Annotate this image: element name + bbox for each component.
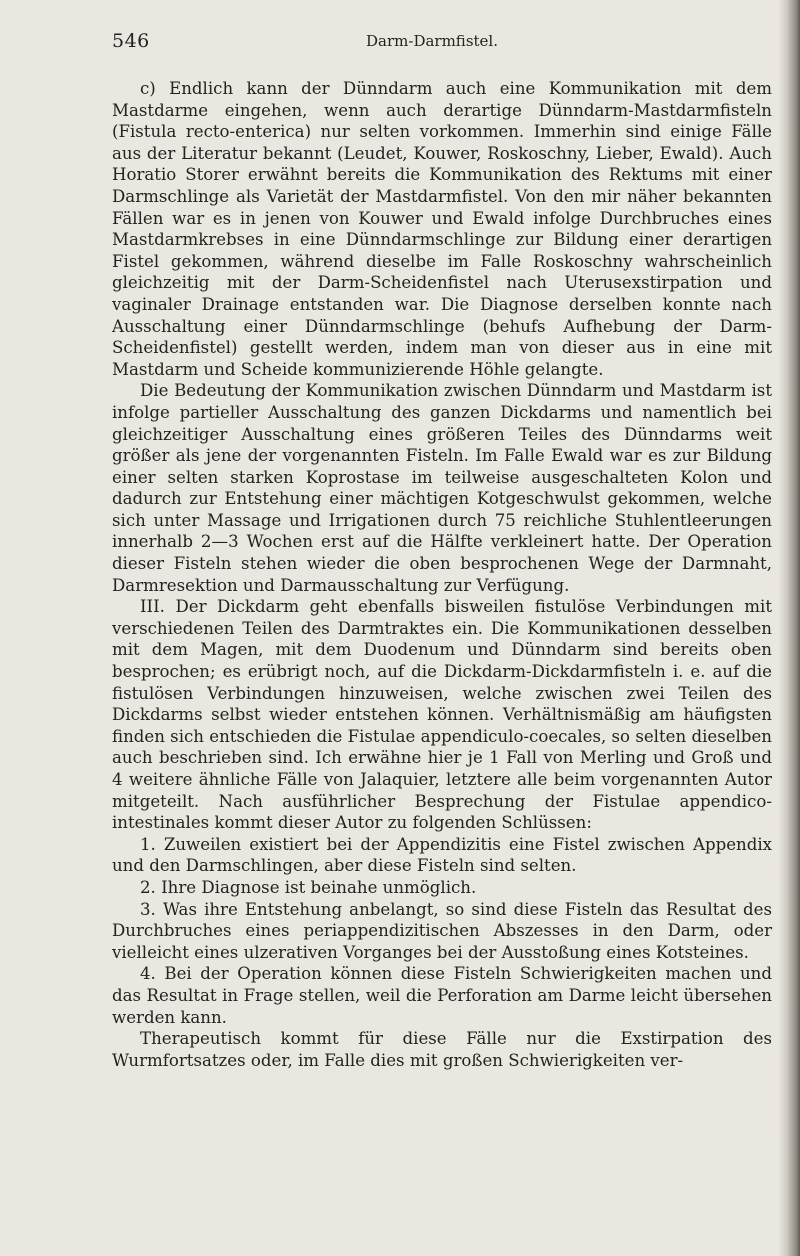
paragraph: c) Endlich kann der Dünndarm auch eine Kommunikation mit dem Mastdarme eingehen, wenn auch derartige Dünndarm-Mastdarmfisteln (Fistula recto-enterica) nur selten vorkommen. Immerhin sind einige Fälle aus der Literatur bekannt (Leudet, Kouwer, Roskoschny, Lieber, Ewald). Auch Horatio Storer erwähnt bereits die Kommunikation des Rektums mit einer Darmschlinge als Varietät der Mastdarmfistel. Von den mir näher bekannten Fällen war es in jenen von Kouwer und Ewald infolge Durchbruches eines Mastdarmkrebses in eine Dünndarmschlinge zur Bildung einer derartigen Fistel gekommen, während dieselbe im Falle Roskoschny wahrscheinlich gleichzeitig mit der Darm-Scheidenfistel nach Uterusexstirpation und vaginaler Drainage entstanden war. Die Diagnose derselben konnte nach Ausschaltung einer Dünndarmschlinge (behufs Aufhebung der Darm-Scheidenfistel) gestellt werden, indem man von dieser aus in eine mit Mastdarm und Scheide kommunizierende Höhle gelangte. [112, 79, 772, 379]
page-header [112, 30, 752, 54]
paragraph: 2. Ihre Diagnose ist beinahe unmöglich. [140, 877, 477, 897]
body-text [112, 78, 772, 1071]
paragraph: Die Bedeutung der Kommunikation zwischen Dünndarm und Mastdarm ist infolge partieller Ausschaltung des ganzen Dickdarms und namentlich bei gleichzeitiger Ausschaltung eines größeren Teiles des Dünndarms weit größer als jene der vorgenannten Fisteln. Im Falle Ewald war es zur Bildung einer selten starken Koprostase im teilweise ausgeschalteten Kolon und dadurch zur Entstehung einer mächtigen Kotgeschwulst gekommen, welche sich unter Massage und Irrigationen durch 75 reichliche Stuhlentleerungen innerhalb 2—3 Wochen erst auf die Hälfte verkleinert hatte. Der Operation dieser Fisteln stehen wieder die oben besprochenen Wege der Darmnaht, Darmresektion und Darmausschaltung zur Verfügung. [112, 381, 772, 595]
page-number: 546 [112, 30, 150, 52]
paragraph: 4. Bei der Operation können diese Fisteln Schwierigkeiten machen und das Resultat in Frage stellen, weil die Perforation am Darme leicht übersehen werden kann. [112, 964, 772, 1027]
paragraph: 3. Was ihre Entstehung anbelangt, so sind diese Fisteln das Resultat des Durchbruches eines periappendizitischen Abszesses in den Darm, oder vielleicht eines ulzerativen Vorganges bei der Ausstoßung eines Kotsteines. [112, 899, 772, 962]
page-edge-shadow [778, 0, 800, 1256]
paragraph: Therapeutisch kommt für diese Fälle nur die Exstirpation des Wurmfortsatzes oder, im Falle dies mit großen Schwierigkeiten ver- [112, 1029, 772, 1070]
paragraph: III. Der Dickdarm geht ebenfalls bisweilen fistulöse Verbindungen mit verschiedenen Teilen des Darmtraktes ein. Die Kommunikationen desselben mit dem Magen, mit dem Duodenum und Dünndarm sind bereits oben besprochen; es erübrigt noch, auf die Dickdarm-Dickdarmfisteln i. e. auf die fistulösen Verbindungen hinzuweisen, welche zwischen zwei Teilen des Dickdarms selbst wieder entstehen können. Verhältnismäßig am häufigsten finden sich entschieden die Fistulae appendiculo-coecales, so selten dieselben auch beschrieben sind. Ich erwähne hier je 1 Fall von Merling und Groß und 4 weitere ähnliche Fälle von Jalaquier, letztere alle beim vorgenannten Autor mitgeteilt. Nach ausführlicher Besprechung der Fistulae appendico-intestinales kommt dieser Autor zu folgenden Schlüssen: [112, 597, 772, 833]
paragraph: 1. Zuweilen existiert bei der Appendizitis eine Fistel zwischen Appendix und den Darmschlingen, aber diese Fisteln sind selten. [112, 834, 772, 876]
running-title: Darm-Darmfistel. [366, 32, 498, 50]
